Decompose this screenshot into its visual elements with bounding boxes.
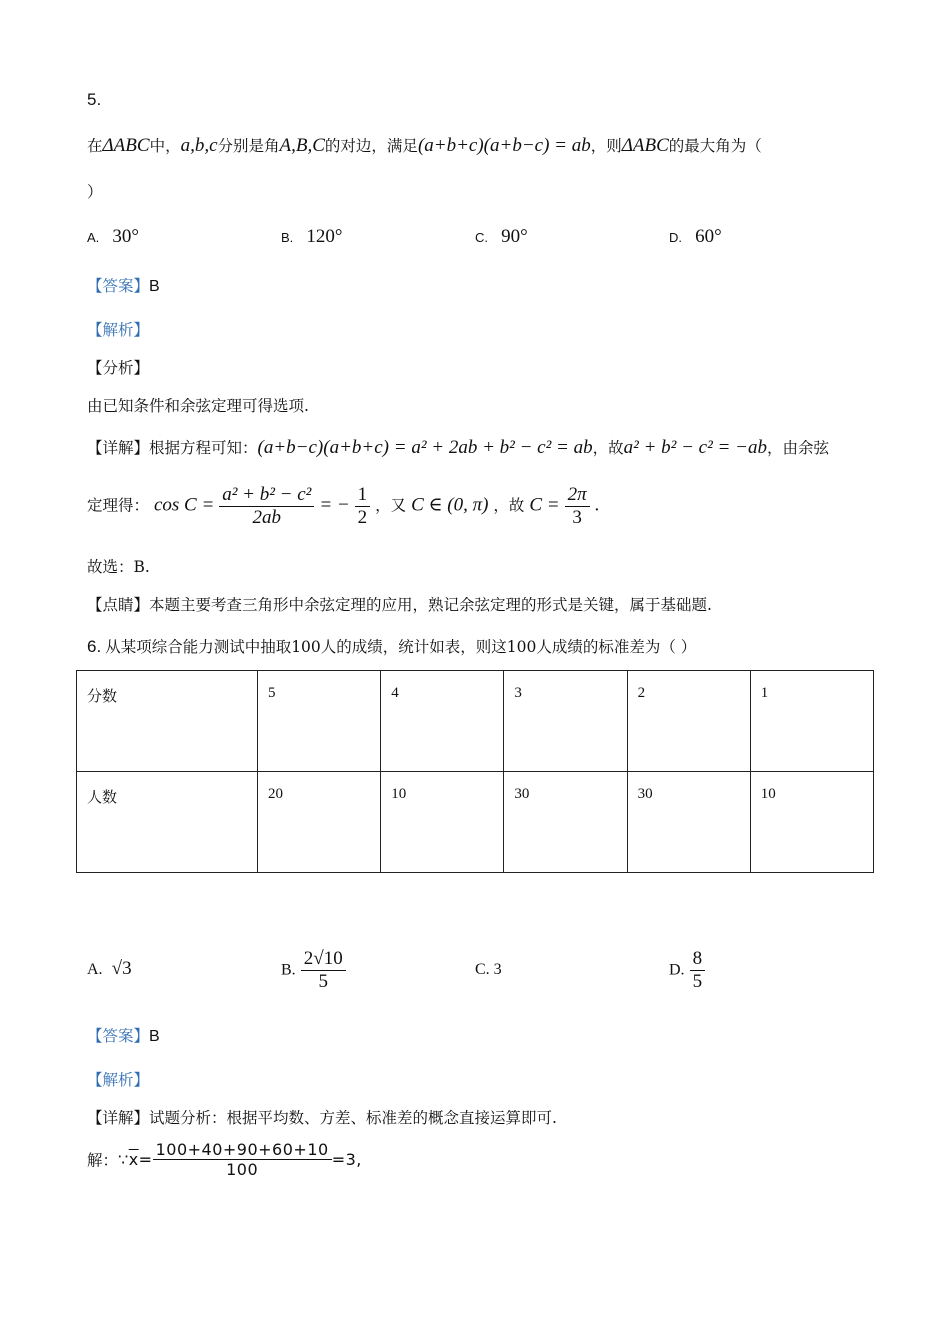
stem-close-paren: ） (87, 183, 103, 201)
analysis-tag: 【解析】 (87, 321, 150, 339)
table-cell: 5 (258, 671, 381, 772)
option-letter: A. (87, 230, 100, 245)
fraction-numerator: 1 (357, 484, 368, 505)
comment-line (87, 593, 712, 615)
fraction-denominator: 5 (690, 970, 706, 993)
cos-lhs: cos C = (153, 494, 215, 516)
detail-text: ，故 (592, 439, 624, 457)
triangle-symbol: ΔABC (621, 135, 669, 156)
question-6-stem (87, 635, 696, 657)
fenxi-tag: 【分析】 (87, 359, 150, 377)
detail-equation: (a+b−c)(a+b+c) = a² + 2ab + b² − c² = ab (257, 437, 593, 458)
table-cell: 10 (381, 772, 504, 873)
table-cell: 10 (750, 772, 873, 873)
fraction-denominator: 5 (301, 970, 346, 993)
option-letter: B. (281, 961, 296, 979)
mean-symbol: $\overline{x}$ (128, 1150, 139, 1169)
option-value: √3 (111, 958, 132, 979)
detail-text: 定理得： (87, 496, 150, 515)
fraction-denominator: 3 (565, 506, 590, 529)
fraction-denominator: 2ab (219, 506, 314, 529)
option-a (87, 226, 139, 248)
table-cell: 20 (258, 772, 381, 873)
mean-fraction (153, 1140, 332, 1179)
analysis-tag: 【解析】 (87, 1071, 150, 1089)
fraction-numerator: 100+40+90+60+10 (155, 1140, 329, 1159)
score-table (76, 670, 874, 873)
option-letter: A. (87, 961, 103, 978)
table-header-cell: 分数 (77, 671, 258, 772)
table-cell: 2 (627, 671, 750, 772)
table-header-cell: 人数 (77, 772, 258, 873)
stem-text: 分别是角 (217, 137, 280, 155)
fraction-numerator: 2π (567, 484, 587, 505)
answer-tag: 【答案】 (87, 1027, 150, 1045)
table-cell: 30 (504, 772, 627, 873)
answer-line (87, 1024, 160, 1046)
answer-value: B (149, 1028, 160, 1045)
option-letter: B. (281, 230, 294, 245)
option-value: 90° (501, 226, 528, 247)
fraction-numerator: 8 (692, 948, 703, 969)
choose-line: 故选：B. (87, 558, 150, 576)
fenxi-text: 由已知条件和余弦定理可得选项. (87, 397, 309, 415)
cos-fraction (219, 484, 314, 529)
stem-text: 在 (87, 137, 103, 155)
option-fraction (690, 948, 706, 993)
comment-tag: 【点睛】 (87, 596, 150, 614)
detail-text: 试题分析：根据平均数、方差、标准差的概念直接运算即可. (149, 1109, 557, 1127)
c-fraction (565, 484, 590, 529)
condition-formula: (a+b+c)(a+b−c) = ab (417, 135, 591, 156)
detail-equation: a² + b² − c² = −ab (623, 437, 767, 458)
detail-text: ，由余弦 (766, 439, 829, 457)
answer-tag: 【答案】 (87, 277, 150, 295)
angles-symbol: A,B,C (279, 135, 325, 156)
detail-text: ，故 (493, 496, 525, 515)
table-cell: 4 (381, 671, 504, 772)
question-number: 5. (87, 90, 102, 109)
solution-line (87, 1140, 362, 1179)
table-row (77, 671, 874, 772)
table-row (77, 772, 874, 873)
c-lhs: C = (529, 494, 560, 516)
option-d (669, 226, 722, 248)
option-b (281, 226, 343, 248)
solve-label: 解： (87, 1151, 119, 1170)
triangle-symbol: ΔABC (102, 135, 150, 156)
option-b (281, 948, 346, 993)
option-letter: D. (669, 230, 682, 245)
detail-text: ，又 (375, 496, 407, 515)
detail-tag: 【详解】 (87, 1109, 150, 1127)
stem-text: 从某项综合能力测试中抽取100人的成绩，统计如表，则这100人成绩的标准差为（ ） (105, 638, 697, 656)
stem-text: 中， (149, 137, 181, 155)
cos-equals: = − (319, 494, 350, 516)
stem-text: ，则 (590, 137, 622, 155)
question-number: 6. (87, 637, 102, 656)
stem-text: 的对边，满足 (324, 137, 418, 155)
fraction-numerator: 2√10 (303, 948, 343, 969)
table-cell: 30 (627, 772, 750, 873)
option-a (87, 958, 132, 980)
option-d (669, 948, 705, 993)
detail-text: 根据方程可知： (149, 439, 258, 457)
answer-line (87, 274, 160, 296)
equals-sign: = (138, 1150, 153, 1169)
option-fraction (301, 948, 346, 993)
half-fraction (355, 484, 371, 529)
option-value: 60° (695, 226, 722, 247)
option-value: 30° (112, 226, 139, 247)
stem-text: 的最大角为（ (668, 137, 762, 155)
detail-tag: 【详解】 (87, 439, 150, 457)
option-c: C. 3 (475, 961, 502, 978)
fraction-denominator: 100 (153, 1159, 332, 1179)
table-cell: 1 (750, 671, 873, 772)
question-stem (87, 134, 762, 157)
option-letter: C. (475, 230, 488, 245)
option-value: 120° (306, 226, 343, 247)
c-range: C ∈ (0, π) (411, 494, 489, 516)
fraction-numerator: a² + b² − c² (222, 484, 312, 505)
comment-text: 本题主要考查三角形中余弦定理的应用，熟记余弦定理的形式是关键，属于基础题. (149, 596, 712, 614)
because-symbol: ∵ (118, 1150, 129, 1169)
table-cell: 3 (504, 671, 627, 772)
detail-line (87, 1106, 557, 1128)
detail-line-1 (87, 436, 829, 459)
detail-line-2 (87, 484, 599, 529)
period: . (594, 494, 600, 516)
option-letter: D. (669, 961, 685, 979)
fraction-denominator: 2 (355, 506, 371, 529)
sides-symbol: a,b,c (180, 135, 218, 156)
answer-value: B (149, 278, 160, 295)
option-c (475, 226, 528, 248)
mean-result: =3, (331, 1150, 362, 1169)
